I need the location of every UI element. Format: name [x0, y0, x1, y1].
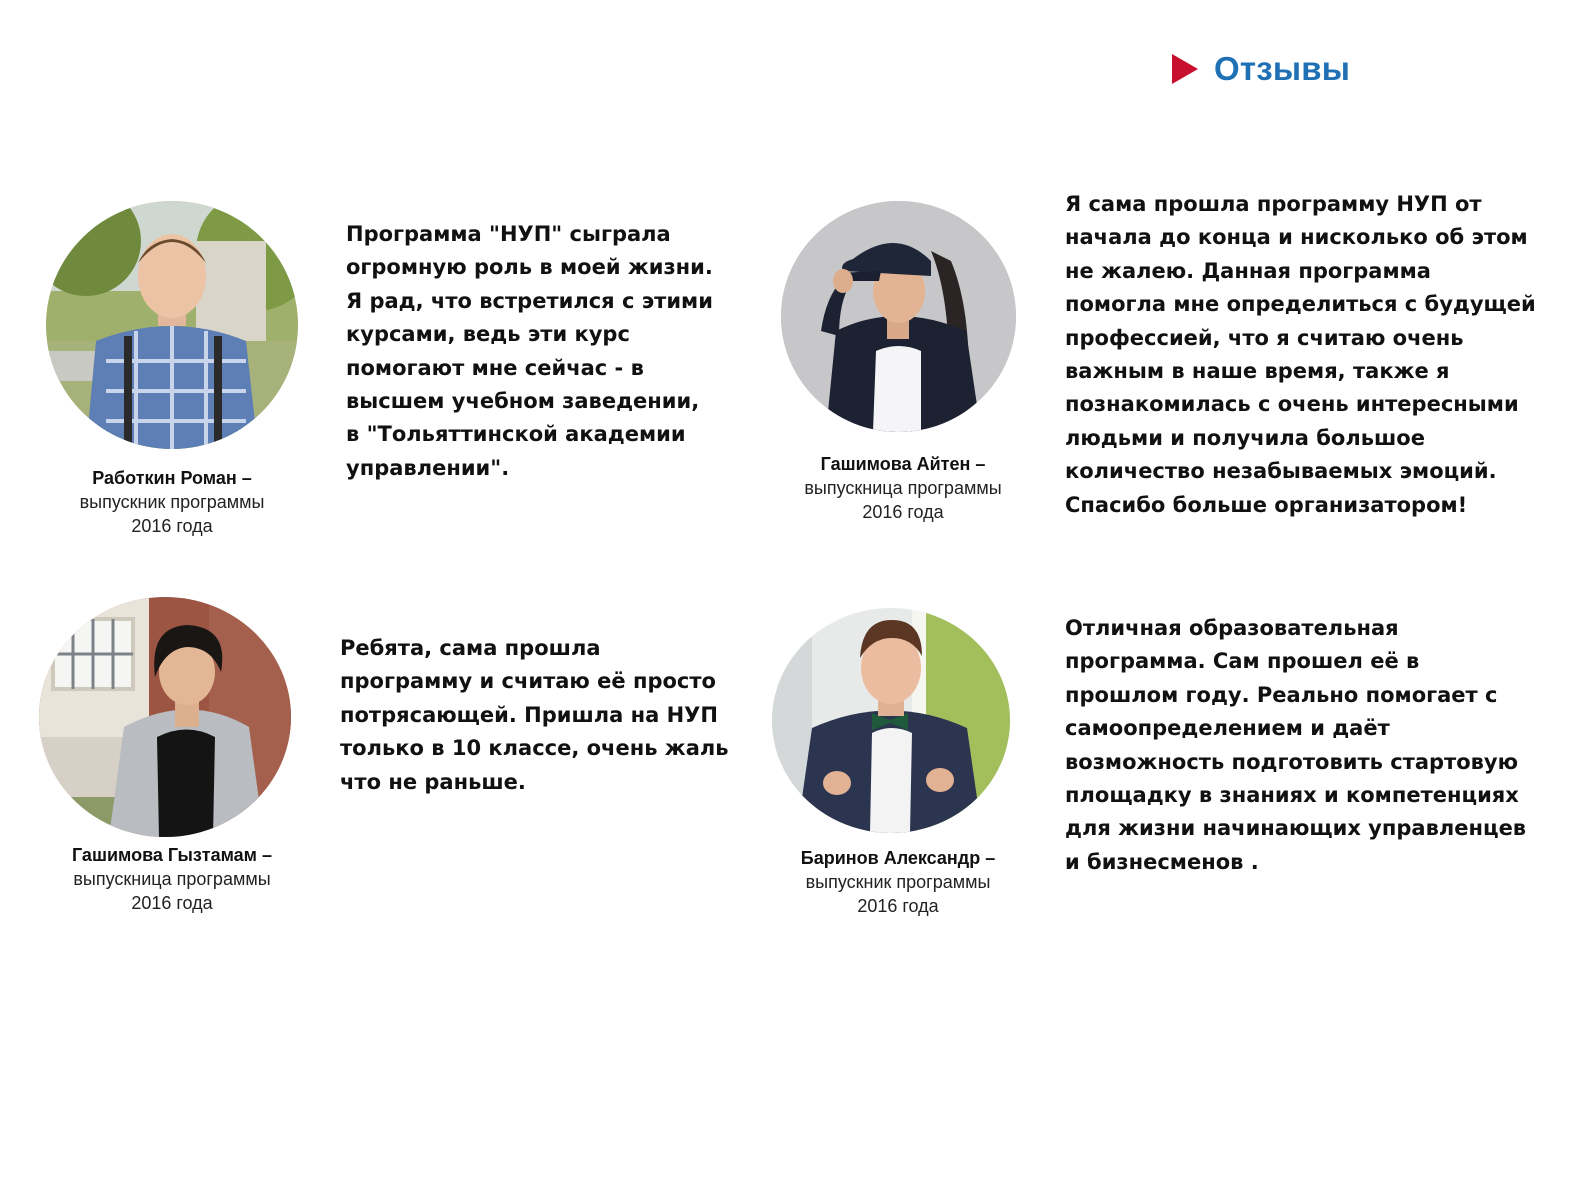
author-name: Баринов Александр –	[800, 848, 996, 868]
avatar-photo-review-1	[46, 201, 298, 449]
author-name: Гашимова Гызтамам –	[71, 845, 273, 865]
avatar-photo-review-3	[39, 597, 291, 837]
author-year: 2016 года	[131, 516, 213, 536]
review-text-4: Отличная образовательная программа. Сам прошел её в прошлом году. Реально помогает с самоопределением и даёт возможность подготовить стартовую площадку в знаниях и компетенциях для жизни начинающих управленцев и бизнесменов .	[1065, 616, 1527, 874]
author-name: Гашимова Айтен –	[820, 454, 986, 474]
author-caption-review-1	[56, 466, 288, 538]
author-caption-review-2	[783, 452, 1023, 524]
author-caption-review-3	[46, 843, 298, 915]
author-year: 2016 года	[862, 502, 944, 522]
author-role: выпускник программы	[805, 872, 991, 892]
author-role: выпускница программы	[804, 478, 1002, 498]
triangle-marker-icon	[1172, 54, 1198, 84]
author-caption-review-4	[778, 846, 1018, 918]
page-header	[1172, 50, 1350, 88]
review-text-3: Ребята, сама прошла программу и считаю её просто потрясающей. Пришла на НУП только в 10 классе, очень жаль что не раньше.	[340, 636, 729, 794]
avatar-photo-review-2	[781, 201, 1016, 432]
author-role: выпускница программы	[73, 869, 271, 889]
review-text-2: Я сама прошла программу НУП от начала до конца и нисколько об этом не жалею. Данная программа помогла мне определиться с будущей профессией, что я считаю очень важным в наше время, также я познакомилась с очень интересными людьми и получила большое количество незабываемых эмоций. Спасибо больше организатором!	[1065, 192, 1536, 517]
avatar-photo-review-4	[772, 608, 1010, 833]
review-text-1: Программа "НУП" сыграла огромную роль в моей жизни. Я рад, что встретился с этими курсами, ведь эти курс помогают мне сейчас - в высшем учебном заведении, в "Тольяттинской академии управлении".	[346, 222, 713, 480]
author-year: 2016 года	[131, 893, 213, 913]
author-name: Работкин Роман –	[92, 468, 252, 488]
page-title: Отзывы	[1214, 50, 1351, 87]
author-year: 2016 года	[857, 896, 939, 916]
author-role: выпускник программы	[79, 492, 265, 512]
